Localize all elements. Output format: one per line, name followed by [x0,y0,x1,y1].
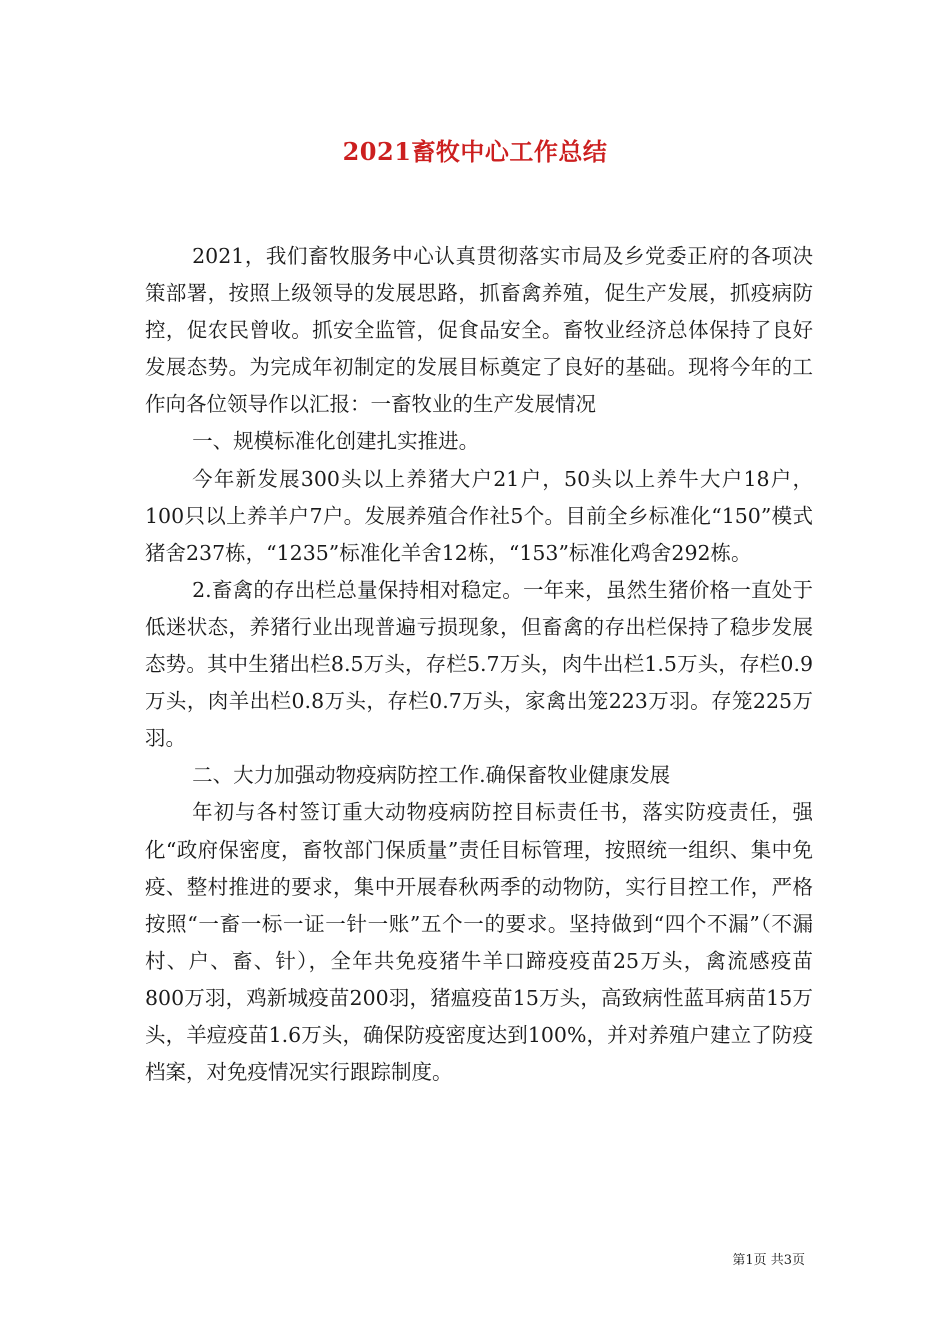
document-body [145,238,813,1091]
paragraph-disease-control: 年初与各村签订重大动物疫病防控目标责任书，落实防疫责任，强化“政府保密度，畜牧部门保质量”责任目标管理，按照统一组织、集中免疫、整村推进的要求，集中开展春秋两季的动物防，实行目控工作，严格按照“一畜一标一证一针一账”五个一的要求。坚持做到“四个不漏”（不漏村、户、畜、针），全年共免疫猪牛羊口蹄疫疫苗25万头，禽流感疫苗800万羽，鸡新城疫苗200羽，猪瘟疫苗15万头，高致病性蓝耳病苗15万头，羊痘疫苗1.6万头，确保防疫密度达到100%，并对养殖户建立了防疫档案，对免疫情况实行跟踪制度。 [145,800,813,1085]
paragraph-new-development: 今年新发展300头以上养猪大户21户，50头以上养牛大户18户，100只以上养羊户7户。发展养殖合作社5个。目前全乡标准化“150”模式猪舍237栋，“1235”标准化羊舍12栋，“153”标准化鸡舍292栋。 [145,466,813,565]
document-title: 2021畜牧中心工作总结 [342,137,608,166]
section-heading-disease-control: 二、大力加强动物疫病防控工作.确保畜牧业健康发展 [192,763,671,788]
intro-paragraph: 2021，我们畜牧服务中心认真贯彻落实市局及乡党委正府的各项决策部署，按照上级领导的发展思路，抓畜禽养殖，促生产发展，抓疫病防控，促农民曾收。抓安全监管，促食品安全。畜牧业经济总体保持了良好发展态势。为完成年初制定的发展目标奠定了良好的基础。现将今年的工作向各位领导作以汇报：一畜牧业的生产发展情况 [145,244,813,417]
section-heading-standardization: 一、规模标准化创建扎实推进。 [192,429,480,454]
paragraph-livestock-inventory: 2.畜禽的存出栏总量保持相对稳定。一年来，虽然生猪价格一直处于低迷状态，养猪行业出现普遍亏损现象，但畜禽的存出栏保持了稳步发展态势。其中生猪出栏8.5万头，存栏5.7万头，肉牛出栏1.5万头，存栏0.9万头，肉羊出栏0.8万头，存栏0.7万头，家禽出笼223万羽。存笼225万羽。 [145,577,813,751]
page-number-footer: 第1页 共3页 [732,1253,805,1268]
